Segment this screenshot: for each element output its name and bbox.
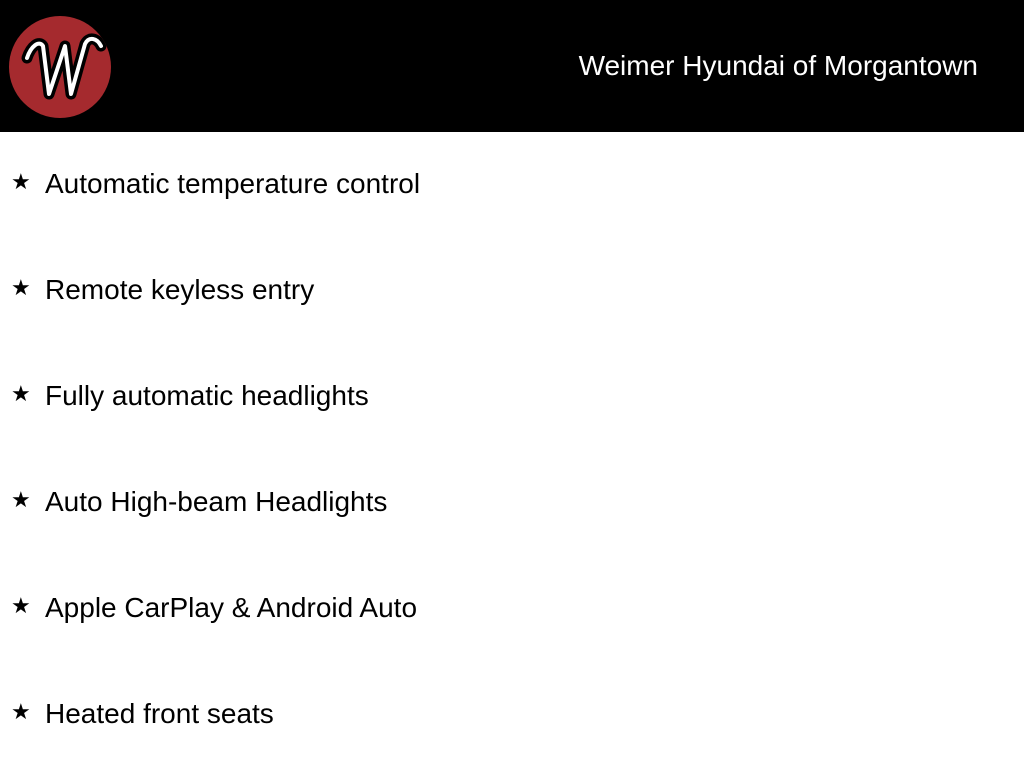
star-icon: ★ (11, 488, 31, 513)
star-icon: ★ (11, 700, 31, 725)
feature-label: Heated front seats (45, 698, 274, 729)
star-icon: ★ (11, 276, 31, 301)
feature-item (0, 166, 1024, 206)
feature-label: Remote keyless entry (45, 274, 315, 305)
star-icon: ★ (11, 382, 31, 407)
star-icon: ★ (11, 170, 31, 195)
feature-item (0, 590, 1024, 630)
header-bar (0, 0, 1024, 132)
feature-label: Auto High-beam Headlights (45, 486, 388, 517)
feature-item (0, 696, 1024, 736)
feature-list (0, 132, 1024, 768)
feature-item (0, 378, 1024, 418)
feature-label: Fully automatic headlights (45, 380, 369, 411)
feature-item (0, 272, 1024, 312)
dealer-w-logo-icon (9, 16, 111, 118)
feature-label: Automatic temperature control (45, 168, 421, 199)
star-icon: ★ (11, 594, 31, 619)
feature-item (0, 484, 1024, 524)
feature-label: Apple CarPlay & Android Auto (45, 592, 418, 623)
dealer-name: Weimer Hyundai of Morgantown (578, 50, 978, 81)
dealer-logo (9, 16, 111, 118)
